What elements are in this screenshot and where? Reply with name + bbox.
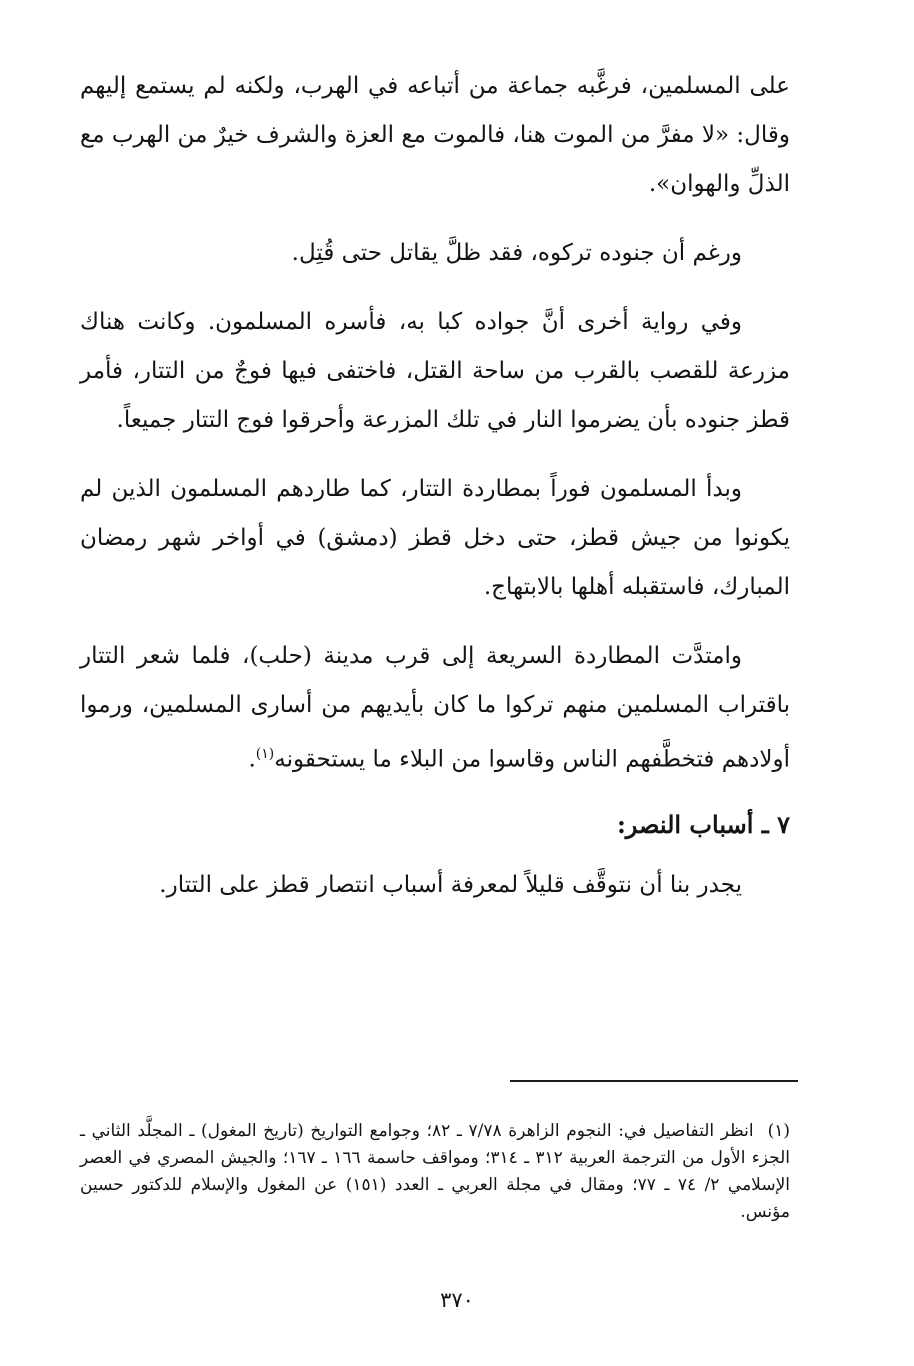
footnote-reference: (١) (255, 746, 275, 762)
paragraph-4: وبدأ المسلمون فوراً بمطاردة التتار، كما طاردهم المسلمون الذين لم يكونوا من جيش قطز، حتى دخل قطز (دمشق) في أواخر شهر رمضان المبارك، فاستقبله أهلها بالابتهاج. (80, 476, 790, 600)
section-heading: ٧ ـ أسباب النصر: (616, 809, 790, 839)
footnote-block (80, 1118, 790, 1226)
paragraph-5 (80, 632, 790, 785)
footnote-text: انظر التفاصيل في: النجوم الزاهرة ٧/٧٨ ـ ٨٢؛ وجوامع التواريخ (تاريخ المغول) ـ المجلَّد الثاني ـ الجزء الأول من الترجمة العربية ٣١٢ ـ ٣١٤؛ ومواقف حاسمة ١٦٦ ـ ١٦٧؛ والجيش المصري في العصر الإسلامي ٢/ ٧٤ ـ ٧٧؛ ومقال في مجلة العربي ـ العدد (١٥١) عن المغول والإسلام للدكتور حسين مؤنس. (80, 1121, 790, 1222)
footnote-number: (١) (767, 1121, 790, 1141)
paragraph-1: على المسلمين، فرغَّبه جماعة من أتباعه في الهرب، ولكنه لم يستمع إليهم وقال: «لا مفرَّ من الموت هنا، فالموت مع العزة والشرف خيرٌ من الهرب مع الذلِّ والهوان». (80, 73, 790, 197)
footnote-divider (510, 1080, 798, 1082)
paragraph-2: ورغم أن جنوده تركوه، فقد ظلَّ يقاتل حتى قُتِل. (291, 240, 742, 266)
paragraph-5-text: وامتدَّت المطاردة السريعة إلى قرب مدينة (حلب)، فلما شعر التتار باقتراب المسلمين منهم تركوا ما كان بأيديهم من أسارى المسلمين، ورموا أولادهم فتخطَّفهم الناس وقاسوا من البلاء ما يستحقونه (80, 643, 790, 773)
closing-paragraph: يجدر بنا أن نتوقَّف قليلاً لمعرفة أسباب انتصار قطز على التتار. (159, 871, 742, 898)
page-body (80, 62, 790, 930)
paragraph-5-end: . (248, 746, 256, 773)
page-number: ٣٧٠ (440, 1288, 474, 1312)
paragraph-3: وفي رواية أخرى أنَّ جواده كبا به، فأسره المسلمون. وكانت هناك مزرعة للقصب بالقرب من ساحة القتل، فاختفى فيها فوجٌ من التتار، فأمر قطز جنوده بأن يضرموا النار في تلك المزرعة وأحرقوا فوج التتار جميعاً. (80, 309, 790, 433)
